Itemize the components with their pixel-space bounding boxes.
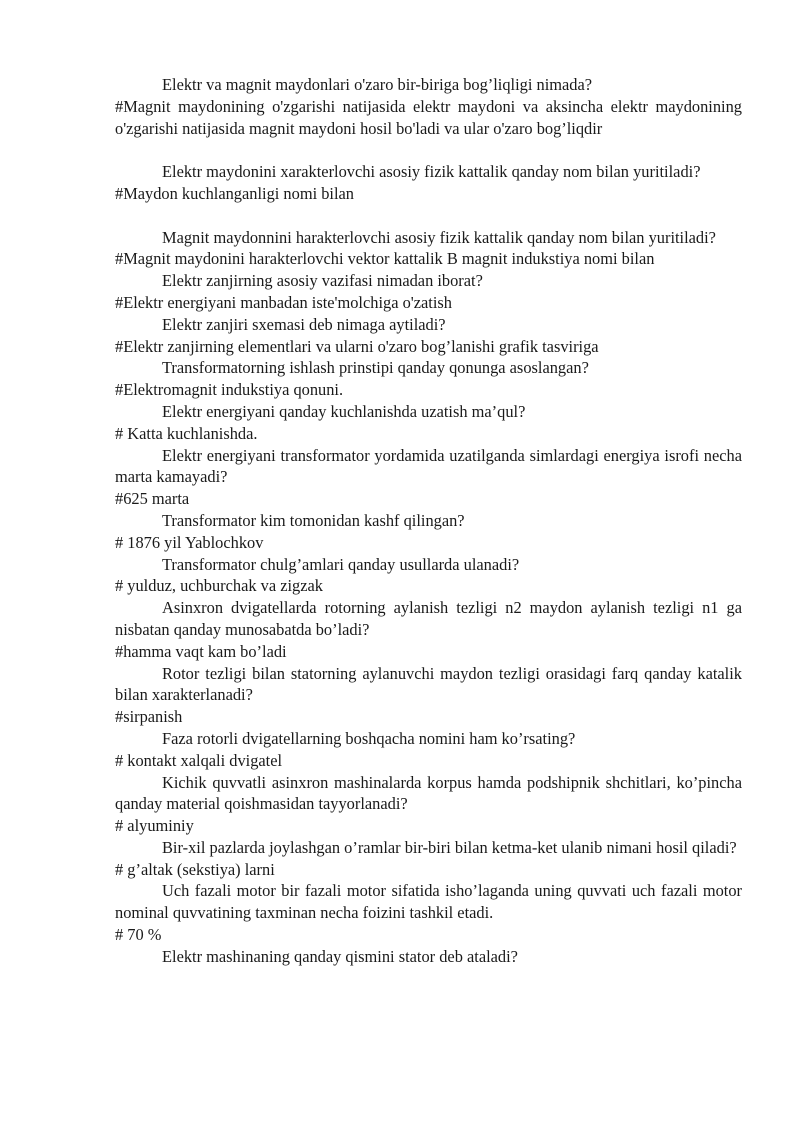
- answer-text: #Elektromagnit indukstiya qonuni.: [115, 380, 344, 400]
- answer-text: #Magnit maydonini harakterlovchi vektor kattalik B magnit indukstiya nomi bilan: [115, 249, 655, 269]
- answer-text: # 70 %: [115, 925, 162, 945]
- answer-text: #hamma vaqt kam bo’ladi: [115, 641, 287, 661]
- qa-block-15: [115, 837, 742, 881]
- answer-text: #Elektr zanjirning elementlari va ularni o'zaro bog’lanishi grafik tasviriga: [115, 336, 599, 356]
- qa-block-10: [115, 554, 742, 598]
- question-text: Elektr zanjiri sxemasi deb nimaga aytiladi?: [162, 314, 446, 334]
- qa-block-16: [115, 880, 742, 945]
- question-text: Rotor tezligi bilan statorning aylanuvchi maydon tezligi orasidagi farq qanday katalik bilan xarakterlanadi?: [115, 663, 742, 705]
- qa-block-5: [115, 314, 742, 358]
- question-text: Elektr maydonini xarakterlovchi asosiy fizik kattalik qanday nom bilan yuritiladi?: [162, 162, 701, 182]
- question-text: Transformator chulg’amlari qanday usullarda ulanadi?: [162, 554, 520, 574]
- qa-block-3: [115, 227, 742, 271]
- question-text: Magnit maydonnini harakterlovchi asosiy fizik kattalik qanday nom bilan yuritiladi?: [162, 227, 716, 247]
- qa-block-8: [115, 445, 742, 510]
- answer-text: # Katta kuchlanishda.: [115, 423, 258, 443]
- question-text: Kichik quvvatli asinxron mashinalarda korpus hamda podshipnik shchitlari, ko’pincha qanday material qoishmasidan tayyorlanadi?: [115, 772, 742, 814]
- question-text: Elektr energiyani qanday kuchlanishda uzatish ma’qul?: [162, 401, 526, 421]
- question-text: Faza rotorli dvigatellarning boshqacha nomini ham ko’rsating?: [162, 728, 576, 748]
- blank-line: [115, 139, 742, 161]
- answer-text: # yulduz, uchburchak va zigzak: [115, 576, 323, 596]
- qa-block-4: [115, 270, 742, 314]
- question-text: Elektr va magnit maydonlari o'zaro bir-biriga bog’liqligi nimada?: [162, 75, 593, 94]
- answer-text: #625 marta: [115, 489, 190, 509]
- question-text: Elektr zanjirning asosiy vazifasi nimadan iborat?: [162, 271, 483, 291]
- answer-text: #Elektr energiyani manbadan iste'molchiga o'zatish: [115, 292, 452, 312]
- answer-text: # 1876 yil Yablochkov: [115, 532, 264, 552]
- qa-block-13: [115, 728, 742, 772]
- qa-block-2: [115, 161, 742, 205]
- answer-text: #Maydon kuchlanganligi nomi bilan: [115, 183, 354, 203]
- answer-text: # kontakt xalqali dvigatel: [115, 750, 283, 770]
- question-text: Elektr mashinaning qanday qismini stator deb ataladi?: [162, 946, 518, 966]
- question-text: Transformatorning ishlash prinstipi qanday qonunga asoslangan?: [162, 358, 589, 378]
- question-text: Transformator kim tomonidan kashf qilingan?: [162, 510, 465, 530]
- question-text: Asinxron dvigatellarda rotorning aylanish tezligi n2 maydon aylanish tezligi n1 ga nisbatan qanday munosabatda bo’ladi?: [115, 598, 742, 639]
- qa-block-1: [115, 74, 742, 139]
- answer-text: #Magnit maydonining o'zgarishi natijasida elektr maydoni va aksincha elektr maydonining o'zgarishi natijasida magnit maydoni hosil bo'ladi va ular o'zaro bog’liqdir: [115, 96, 742, 138]
- qa-block-17: [115, 946, 742, 968]
- answer-text: # g’altak (sekstiya) larni: [115, 859, 275, 879]
- qa-block-9: [115, 510, 742, 554]
- answer-text: # alyuminiy: [115, 816, 194, 836]
- answer-text: #sirpanish: [115, 707, 183, 727]
- question-text: Bir-xil pazlarda joylashgan o’ramlar bir-biri bilan ketma-ket ulanib nimani hosil qiladi?: [162, 837, 737, 857]
- blank-line: [115, 205, 742, 227]
- question-text: Elektr energiyani transformator yordamida uzatilganda simlardagi energiya isrofi necha marta kamayadi?: [115, 445, 742, 487]
- qa-block-12: [115, 663, 742, 728]
- qa-block-11: [115, 597, 742, 662]
- qa-block-6: [115, 357, 742, 401]
- question-text: Uch fazali motor bir fazali motor sifatida isho’laganda uning quvvati uch fazali motor nominal quvvatining taxminan necha foizini tashkil etadi.: [115, 881, 742, 923]
- qa-block-14: [115, 772, 742, 837]
- qa-block-7: [115, 401, 742, 445]
